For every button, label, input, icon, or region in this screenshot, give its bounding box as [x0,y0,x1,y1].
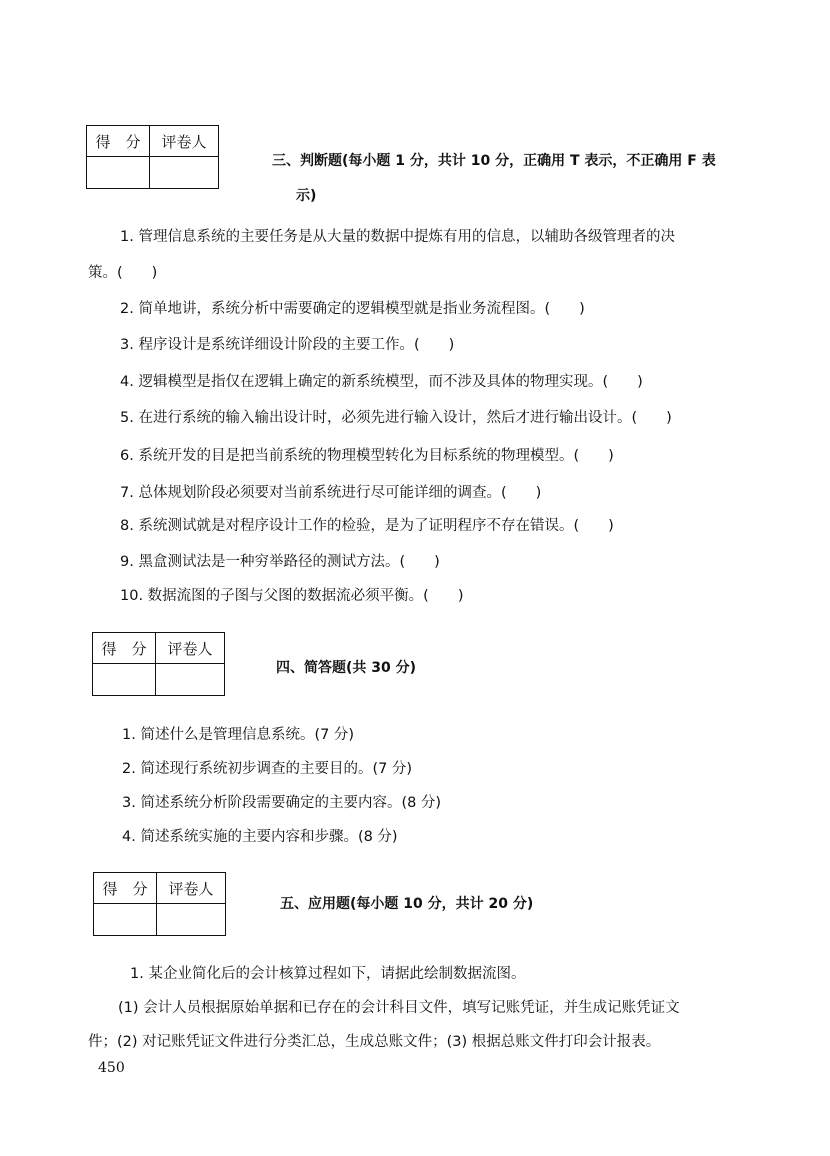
grader-cell[interactable] [156,664,225,696]
grader-header: 评卷人 [156,633,225,664]
grader-cell[interactable] [157,904,226,936]
question-3-8: 8. 系统测试就是对程序设计工作的检验，是为了证明程序不存在错误。( ) [120,518,614,534]
question-3-2: 2. 简单地讲，系统分析中需要确定的逻辑模型就是指业务流程图。( ) [120,301,585,317]
question-4-1: 1. 简述什么是管理信息系统。(7 分) [122,727,355,743]
question-3-3: 3. 程序设计是系统详细设计阶段的主要工作。( ) [120,337,455,353]
question-4-2: 2. 简述现行系统初步调查的主要目的。(7 分) [122,761,413,777]
question-3-9: 9. 黑盒测试法是一种穷举路径的测试方法。( ) [120,554,440,570]
question-3-1-cont: 策。( ) [88,265,158,281]
grader-header: 评卷人 [157,873,226,904]
score-box-section3 [86,125,219,189]
question-5-1: 1. 某企业简化后的会计核算过程如下，请据此绘制数据流图。 [130,966,526,982]
score-cell[interactable] [93,664,156,696]
score-header: 得 分 [94,873,157,904]
question-4-3: 3. 简述系统分析阶段需要确定的主要内容。(8 分) [122,795,442,811]
question-3-7: 7. 总体规划阶段必须要对当前系统进行尽可能详细的调查。( ) [120,485,542,501]
question-3-5: 5. 在进行系统的输入输出设计时，必须先进行输入设计，然后才进行输出设计。( ) [120,410,672,426]
score-header: 得 分 [87,126,150,157]
grader-header: 评卷人 [150,126,219,157]
section3-title: 三、判断题(每小题 1 分，共计 10 分，正确用 T 表示，不正确用 F 表 [272,153,716,169]
question-5-1-para-cont: 件；(2) 对记账凭证文件进行分类汇总，生成总账文件；(3) 根据总账文件打印会计报表。 [88,1034,661,1050]
grader-cell[interactable] [150,157,219,189]
question-3-6: 6. 系统开发的目是把当前系统的物理模型转化为目标系统的物理模型。( ) [120,448,614,464]
question-3-4: 4. 逻辑模型是指仅在逻辑上确定的新系统模型，而不涉及具体的物理实现。( ) [120,374,643,390]
section3-title-cont: 示) [296,188,317,204]
question-4-4: 4. 简述系统实施的主要内容和步骤。(8 分) [122,829,398,845]
score-cell[interactable] [87,157,150,189]
score-box-section4 [92,632,225,696]
score-cell[interactable] [94,904,157,936]
section5-title: 五、应用题(每小题 10 分，共计 20 分) [280,896,534,912]
question-3-1: 1. 管理信息系统的主要任务是从大量的数据中提炼有用的信息，以辅助各级管理者的决 [120,229,675,245]
score-box-section5 [93,872,226,936]
question-3-10: 10. 数据流图的子图与父图的数据流必须平衡。( ) [120,588,464,604]
score-header: 得 分 [93,633,156,664]
page-number: 450 [98,1060,125,1076]
question-5-1-para: (1) 会计人员根据原始单据和已存在的会计科目文件，填写记账凭证，并生成记账凭证文 [118,1000,680,1016]
section4-title: 四、简答题(共 30 分) [276,660,417,676]
